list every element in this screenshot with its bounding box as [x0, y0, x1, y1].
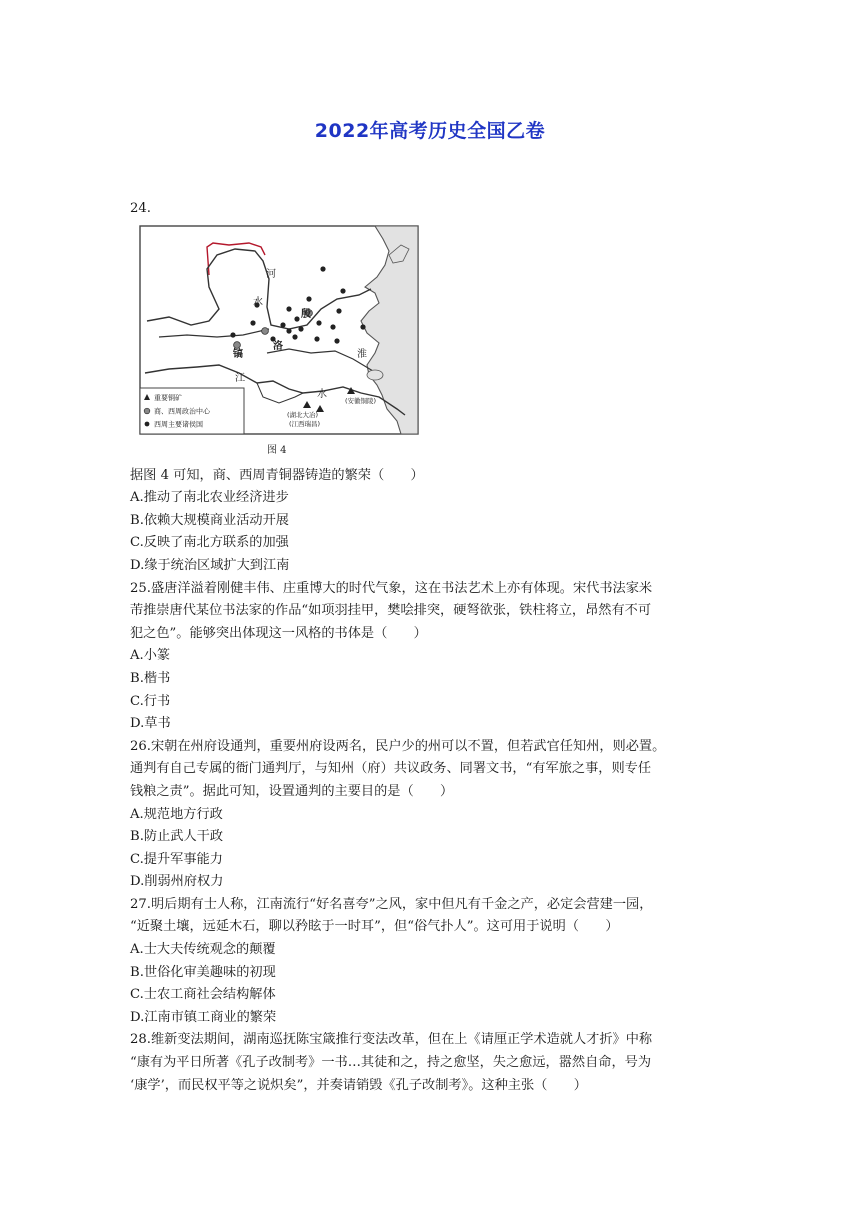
- q28-stem-line-3: ‘康学’，而民权平等之说炽矣”，并奏请销毁《孔子改制考》。这种主张（ ）: [130, 1077, 587, 1093]
- q27-stem-line-1: 27.明后期有士人称，江南流行“好名喜夸”之风，家中但凡有千金之产，必定会营建一园，: [130, 896, 653, 912]
- question-list: [130, 198, 740, 1097]
- q26-option-b: B.防止武人干政: [130, 829, 224, 845]
- exam-title: 2022年高考历史全国乙卷: [314, 120, 546, 142]
- q25-stem-line-2: 芾推崇唐代某位书法家的作品“如项羽挂甲，樊哙排突，硬弩欲张，铁柱将立，昂然有不可: [130, 603, 652, 619]
- q26-option-d: D.削弱州府权力: [130, 874, 224, 890]
- q24-stem: 据图 4 可知，商、西周青铜器铸造的繁荣（ ）: [130, 467, 424, 483]
- legend-item-mine: 重要铜矿: [154, 393, 182, 402]
- q28-stem-line-1: 28.维新变法期间，湖南巡抚陈宝箴推行变法改革，但在上《请厘正学术造就人才折》中称: [130, 1032, 653, 1048]
- q24-option-a: A.推动了南北农业经济进步: [130, 490, 289, 506]
- q27-option-b: B.世俗化审美趣味的初现: [130, 964, 276, 980]
- mine-label-daye: (湖北大冶): [287, 410, 319, 419]
- map-label-hao: 镐: [233, 348, 243, 360]
- legend-item-vassal: 西周主要诸侯国: [154, 420, 203, 429]
- q26-stem-line-1: 26.宋朝在州府设通判，重要州府设两名，民户少的州可以不置，但若武官任知州，则必置。: [130, 738, 666, 754]
- q24-number: 24.: [130, 201, 151, 216]
- map-label-yin: 殷: [301, 308, 311, 320]
- q25-option-d: D.草书: [130, 716, 171, 732]
- legend-item-center: 商、西周政治中心: [154, 407, 210, 416]
- q24-option-c: C.反映了南北方联系的加强: [130, 535, 289, 551]
- mine-label-tongling: (安徽铜陵): [345, 396, 377, 405]
- map-label-luo: 洛: [273, 340, 283, 352]
- q25-stem-line-3: 犯之色”。能够突出体现这一风格的书体是（ ）: [130, 625, 427, 641]
- q27-stem-line-2: “近聚土壤，远延木石，聊以矜眩于一时耳”，但“俗气扑人”。这可用于说明（ ）: [130, 919, 619, 935]
- q26-option-c: C.提升军事能力: [130, 851, 223, 867]
- q25-option-c: C.行书: [130, 693, 171, 709]
- q26-stem-line-2: 通判有自己专属的衙门通判厅，与知州（府）共议政务、同署文书，“有军旅之事，则专任: [130, 761, 652, 777]
- legend-vassal-icon: [145, 421, 150, 426]
- mine-label-ruichang: (江西瑞昌): [289, 419, 321, 428]
- q24-option-d: D.缘于统治区域扩大到江南: [130, 557, 290, 573]
- q25-stem-line-1: 25.盛唐洋溢着刚健丰伟、庄重博大的时代气象，这在书法艺术上亦有体现。宋代书法家米: [130, 580, 653, 596]
- legend-center-icon: [144, 408, 150, 414]
- q28-stem-line-2: “康有为平日所著《孔子改制考》一书…其徒和之，持之愈坚，失之愈远，嚣然自命，号为: [130, 1055, 652, 1071]
- q26-stem-line-3: 钱粮之责”。据此可知，设置通判的主要目的是（ ）: [130, 783, 454, 799]
- q27-option-a: A.士大夫传统观念的颠覆: [130, 942, 276, 958]
- q26-option-a: A.规范地方行政: [130, 806, 223, 822]
- map-label-jiang: 江: [235, 372, 245, 384]
- q24-option-b: B.依赖大规模商业活动开展: [130, 512, 289, 528]
- map-label-huai: 淮: [357, 348, 367, 360]
- q25-option-b: B.楷书: [130, 670, 171, 686]
- q24-map-figure: [139, 225, 421, 459]
- map-label-he: 河: [266, 268, 276, 280]
- q27-option-c: C.士农工商社会结构解体: [130, 987, 276, 1003]
- map-label-shui-1: 水: [253, 296, 263, 308]
- q25-option-a: A.小篆: [130, 648, 171, 664]
- q27-option-d: D.江南市镇工商业的繁荣: [130, 1009, 277, 1025]
- map-label-shui-2: 水: [317, 388, 327, 400]
- map-caption: 图 4: [267, 444, 287, 456]
